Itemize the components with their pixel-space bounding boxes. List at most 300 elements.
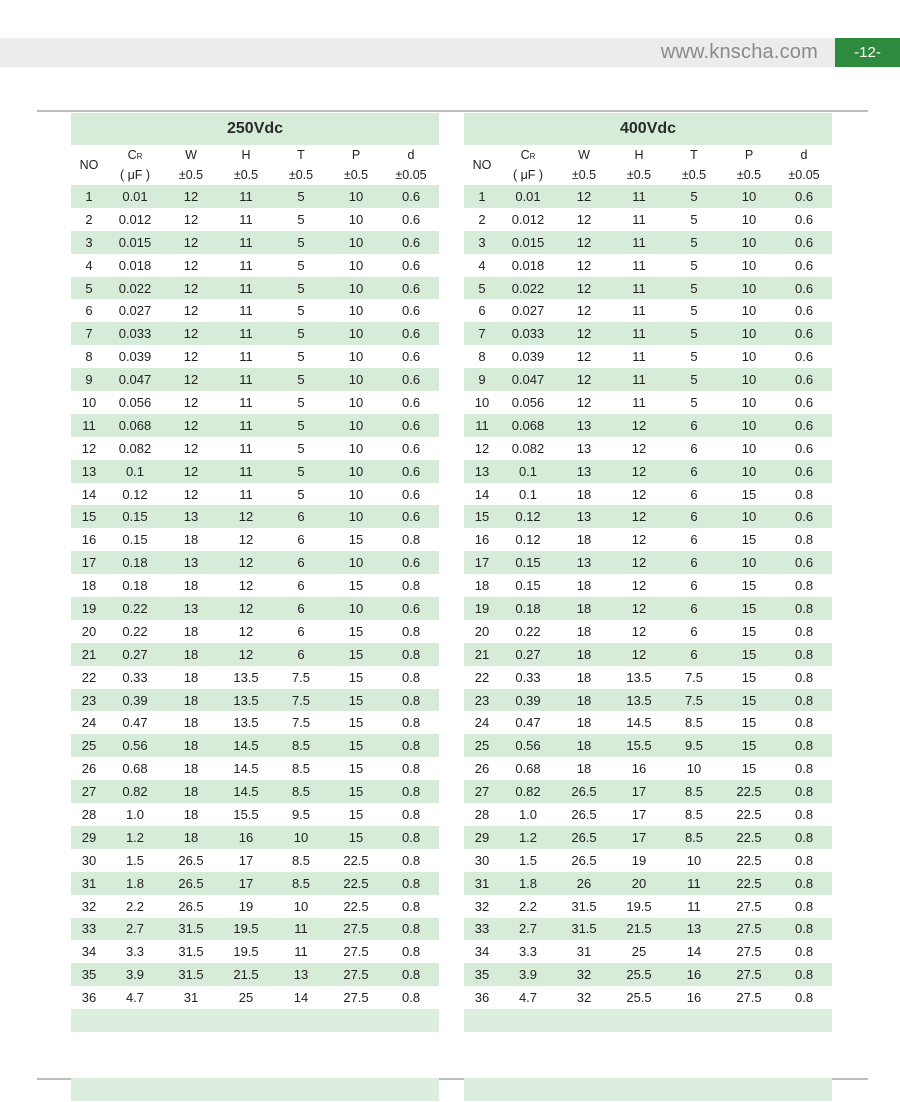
cell-p: 10	[722, 231, 776, 254]
cell-no: 14	[474, 486, 490, 502]
table-row	[464, 849, 832, 872]
cell-h: 16	[219, 826, 273, 849]
cell-d: 0.6	[383, 185, 439, 208]
cell-h: 12	[612, 597, 666, 620]
capacitance-subscript: R	[529, 152, 536, 161]
cell-h: 19	[238, 898, 254, 914]
cell-no: 32	[81, 898, 97, 914]
cell-no: 28	[81, 806, 97, 822]
cell-d: 0.8	[794, 578, 814, 594]
cell-h: 11	[632, 394, 646, 410]
cell-no: 9	[464, 368, 500, 391]
table-row	[464, 986, 832, 1009]
cell-cr: 3.9	[107, 963, 163, 986]
cell-p: 15	[348, 669, 364, 685]
table-row	[71, 208, 439, 231]
cell-h: 11	[612, 368, 666, 391]
cell-cr: 0.18	[107, 551, 163, 574]
cell-h: 12	[238, 532, 254, 548]
cell-no: 11	[71, 414, 107, 437]
cell-cr: 0.033	[107, 322, 163, 345]
cell-d: 0.6	[794, 394, 814, 410]
column-tolerance-d: ±0.05	[395, 168, 427, 182]
cell-p: 10	[348, 303, 364, 319]
cell-w: 12	[183, 486, 199, 502]
cell-cr: 0.82	[107, 780, 163, 803]
cell-h: 11	[632, 257, 646, 273]
column-header-h: H	[634, 148, 644, 162]
column-tolerance-h: ±0.5	[626, 168, 652, 182]
empty-row	[464, 1032, 832, 1055]
empty-row	[71, 1078, 439, 1101]
cell-p: 10	[329, 185, 383, 208]
table-row	[464, 757, 832, 780]
column-header-d: d	[407, 148, 415, 162]
cell-cr: 0.027	[511, 303, 545, 319]
table-row	[464, 208, 832, 231]
cell-t: 5	[690, 257, 698, 273]
cell-d: 0.6	[776, 277, 832, 300]
cell-h: 14.5	[233, 761, 259, 777]
cell-t: 8.5	[273, 872, 329, 895]
cell-d: 0.8	[776, 597, 832, 620]
cell-w: 18	[183, 578, 199, 594]
cell-h: 21.5	[219, 963, 273, 986]
table-row	[71, 322, 439, 345]
column-header-no: NO	[79, 158, 99, 172]
cell-h: 12	[612, 551, 666, 574]
cell-h: 14.5	[219, 734, 273, 757]
cell-w: 18	[576, 669, 592, 685]
table-row	[464, 620, 832, 643]
cell-no: 36	[81, 990, 97, 1006]
cell-d: 0.8	[383, 734, 439, 757]
cell-d: 0.6	[776, 185, 832, 208]
cell-p: 10	[741, 440, 757, 456]
column-header-t: T	[297, 148, 305, 162]
cell-no: 36	[474, 990, 490, 1006]
cell-w: 18	[556, 643, 612, 666]
cell-w: 18	[576, 715, 592, 731]
table-row	[71, 391, 439, 414]
cell-p: 15	[741, 669, 757, 685]
column-header-p: P	[351, 148, 361, 162]
cell-d: 0.6	[401, 440, 421, 456]
cell-p: 22.5	[736, 806, 762, 822]
cell-d: 0.6	[401, 486, 421, 502]
cell-no: 12	[81, 440, 97, 456]
cell-h: 17	[238, 852, 254, 868]
cell-h: 17	[631, 806, 647, 822]
cell-t: 5	[273, 322, 329, 345]
cell-t: 8.5	[291, 852, 311, 868]
cell-p: 27.5	[343, 990, 369, 1006]
cell-p: 10	[329, 322, 383, 345]
cell-cr: 0.22	[107, 597, 163, 620]
cell-p: 15	[348, 806, 364, 822]
cell-p: 10	[722, 460, 776, 483]
empty-row	[464, 1009, 832, 1032]
cell-d: 0.6	[794, 257, 814, 273]
cell-p: 15	[741, 715, 757, 731]
cell-no: 34	[81, 944, 97, 960]
cell-w: 26.5	[556, 826, 612, 849]
table-row	[464, 711, 832, 734]
cell-w: 12	[163, 322, 219, 345]
cell-t: 5	[666, 231, 722, 254]
table-row	[71, 666, 439, 689]
cell-d: 0.8	[794, 761, 814, 777]
cell-p: 27.5	[736, 990, 762, 1006]
cell-d: 0.6	[383, 368, 439, 391]
cell-cr: 1.5	[125, 852, 145, 868]
cell-cr: 0.12	[515, 532, 541, 548]
cell-h: 11	[239, 257, 253, 273]
table-row	[464, 528, 832, 551]
cell-h: 20	[612, 872, 666, 895]
cell-no: 26	[474, 761, 490, 777]
cell-p: 10	[722, 322, 776, 345]
cell-p: 10	[348, 211, 364, 227]
cell-w: 18	[556, 734, 612, 757]
column-header-p: P	[744, 148, 754, 162]
cell-p: 10	[741, 303, 757, 319]
cell-p: 15	[329, 780, 383, 803]
cell-p: 22.5	[343, 898, 369, 914]
table-row	[464, 254, 832, 277]
table-row	[71, 254, 439, 277]
cell-p: 10	[329, 231, 383, 254]
cell-p: 10	[722, 505, 776, 528]
cell-no: 3	[464, 231, 500, 254]
cell-no: 20	[474, 623, 490, 639]
cell-t: 7.5	[291, 669, 311, 685]
column-header-d: d	[800, 148, 808, 162]
cell-no: 21	[464, 643, 500, 666]
cell-t: 9.5	[666, 734, 722, 757]
cell-t: 7.5	[273, 689, 329, 712]
cell-t: 6	[297, 578, 305, 594]
cell-d: 0.8	[794, 486, 814, 502]
table-row	[71, 780, 439, 803]
cell-cr: 1.2	[500, 826, 556, 849]
cell-p: 10	[348, 486, 364, 502]
table-row	[71, 345, 439, 368]
cell-t: 8.5	[291, 761, 311, 777]
cell-h: 13.5	[233, 715, 259, 731]
cell-h: 12	[631, 578, 647, 594]
cell-h: 11	[239, 394, 253, 410]
cell-d: 0.6	[794, 211, 814, 227]
table-row	[71, 460, 439, 483]
cell-no: 9	[71, 368, 107, 391]
cell-cr: 0.22	[122, 623, 148, 639]
cell-no: 34	[474, 944, 490, 960]
cell-cr: 0.039	[511, 349, 545, 365]
cell-d: 0.8	[794, 944, 814, 960]
cell-cr: 0.012	[511, 211, 545, 227]
cell-p: 27.5	[736, 898, 762, 914]
cell-no: 35	[71, 963, 107, 986]
cell-h: 11	[219, 460, 273, 483]
cell-t: 5	[297, 349, 305, 365]
capacitance-symbol: C	[127, 148, 137, 162]
cell-w: 12	[183, 257, 199, 273]
cell-d: 0.8	[401, 715, 421, 731]
cell-t: 5	[273, 368, 329, 391]
cell-t: 6	[666, 505, 722, 528]
cell-t: 6	[273, 597, 329, 620]
cell-d: 0.8	[383, 826, 439, 849]
cell-d: 0.8	[383, 689, 439, 712]
cell-cr: 0.18	[500, 597, 556, 620]
table-row	[71, 757, 439, 780]
cell-cr: 1.5	[518, 852, 538, 868]
cell-d: 0.8	[794, 990, 814, 1006]
cell-no: 1	[464, 185, 500, 208]
cell-p: 22.5	[329, 872, 383, 895]
cell-w: 12	[163, 414, 219, 437]
table-row	[464, 574, 832, 597]
cell-cr: 0.018	[118, 257, 152, 273]
cell-cr: 1.0	[518, 806, 538, 822]
cell-w: 18	[556, 597, 612, 620]
cell-no: 4	[478, 257, 486, 273]
cell-h: 11	[612, 277, 666, 300]
table-row	[71, 299, 439, 322]
cell-t: 5	[297, 303, 305, 319]
cell-d: 0.8	[383, 918, 439, 941]
cell-t: 8.5	[666, 826, 722, 849]
cell-w: 31.5	[178, 944, 204, 960]
cell-no: 25	[464, 734, 500, 757]
cell-d: 0.8	[794, 806, 814, 822]
cell-d: 0.8	[401, 669, 421, 685]
cell-p: 10	[741, 349, 757, 365]
cell-d: 0.8	[776, 643, 832, 666]
column-tolerance-p: ±0.5	[343, 168, 369, 182]
column-tolerance-t: ±0.5	[288, 168, 314, 182]
cell-h: 12	[219, 643, 273, 666]
cell-cr: 0.68	[515, 761, 541, 777]
cell-p: 27.5	[736, 944, 762, 960]
cell-w: 13	[556, 460, 612, 483]
cell-h: 11	[219, 231, 273, 254]
cell-cr: 0.27	[500, 643, 556, 666]
cell-w: 18	[576, 761, 592, 777]
cell-w: 18	[576, 623, 592, 639]
cell-no: 13	[71, 460, 107, 483]
cell-w: 13	[556, 551, 612, 574]
column-tolerance-t: ±0.5	[681, 168, 707, 182]
cell-no: 26	[81, 761, 97, 777]
cell-t: 6	[690, 532, 698, 548]
table-row	[71, 185, 439, 208]
cell-no: 6	[478, 303, 486, 319]
empty-row	[71, 1009, 439, 1032]
cell-h: 14.5	[626, 715, 652, 731]
cell-no: 25	[71, 734, 107, 757]
cell-w: 26.5	[178, 852, 204, 868]
cell-t: 9.5	[291, 806, 311, 822]
cell-w: 31.5	[556, 918, 612, 941]
empty-row	[464, 1078, 832, 1101]
cell-t: 11	[687, 898, 701, 914]
cell-no: 20	[81, 623, 97, 639]
cell-h: 16	[631, 761, 647, 777]
cell-w: 12	[163, 460, 219, 483]
column-unit-capacitance: ( μF )	[512, 168, 544, 182]
cell-no: 8	[478, 349, 486, 365]
cell-w: 13	[163, 597, 219, 620]
cell-p: 15	[348, 715, 364, 731]
table-row	[71, 986, 439, 1009]
cell-p: 27.5	[722, 963, 776, 986]
cell-no: 32	[474, 898, 490, 914]
cell-p: 10	[722, 185, 776, 208]
cell-h: 12	[219, 551, 273, 574]
cell-p: 15	[741, 761, 757, 777]
column-header-h: H	[241, 148, 251, 162]
cell-w: 12	[163, 277, 219, 300]
cell-w: 12	[556, 231, 612, 254]
cell-d: 0.6	[383, 551, 439, 574]
cell-d: 0.8	[794, 623, 814, 639]
table-row	[464, 437, 832, 460]
cell-t: 7.5	[291, 715, 311, 731]
cell-d: 0.8	[383, 780, 439, 803]
cell-p: 22.5	[722, 872, 776, 895]
cell-p: 15	[329, 689, 383, 712]
table-row	[71, 895, 439, 918]
cell-w: 26.5	[556, 780, 612, 803]
cell-no: 23	[464, 689, 500, 712]
cell-p: 10	[329, 460, 383, 483]
cell-t: 5	[666, 368, 722, 391]
cell-h: 11	[239, 211, 253, 227]
cell-h: 19.5	[219, 918, 273, 941]
cell-cr: 0.56	[107, 734, 163, 757]
cell-t: 8.5	[666, 780, 722, 803]
cell-h: 15.5	[233, 806, 259, 822]
capacitance-symbol: C	[520, 148, 530, 162]
cell-h: 11	[632, 303, 646, 319]
cell-w: 18	[183, 623, 199, 639]
column-header-capacitance	[107, 145, 163, 165]
column-header-capacitance	[500, 145, 556, 165]
cell-cr: 3.3	[518, 944, 538, 960]
cell-no: 16	[474, 532, 490, 548]
cell-cr: 1.0	[125, 806, 145, 822]
cell-d: 0.8	[401, 623, 421, 639]
cell-h: 12	[631, 532, 647, 548]
cell-p: 15	[722, 643, 776, 666]
cell-t: 14	[293, 990, 309, 1006]
cell-cr: 0.82	[500, 780, 556, 803]
top-divider	[37, 110, 868, 112]
cell-w: 32	[556, 963, 612, 986]
cell-h: 12	[238, 623, 254, 639]
cell-cr: 0.012	[118, 211, 152, 227]
cell-w: 18	[163, 734, 219, 757]
cell-d: 0.8	[383, 963, 439, 986]
cell-p: 15	[722, 689, 776, 712]
cell-t: 6	[690, 578, 698, 594]
cell-t: 16	[686, 990, 702, 1006]
cell-w: 13	[556, 505, 612, 528]
spec-table-400vdc	[464, 113, 832, 1101]
table-row	[464, 940, 832, 963]
cell-no: 16	[81, 532, 97, 548]
cell-w: 18	[183, 761, 199, 777]
cell-t: 11	[273, 918, 329, 941]
cell-cr: 0.1	[500, 460, 556, 483]
cell-d: 0.6	[776, 460, 832, 483]
cell-cr: 0.47	[122, 715, 148, 731]
cell-cr: 0.33	[122, 669, 148, 685]
cell-cr: 0.068	[107, 414, 163, 437]
table-row	[464, 803, 832, 826]
table-row	[71, 689, 439, 712]
cell-w: 18	[183, 715, 199, 731]
cell-no: 33	[71, 918, 107, 941]
table-row	[464, 918, 832, 941]
table-row	[71, 620, 439, 643]
cell-t: 14	[686, 944, 702, 960]
table-row	[464, 391, 832, 414]
table-row	[71, 918, 439, 941]
cell-cr: 0.022	[107, 277, 163, 300]
cell-p: 22.5	[343, 852, 369, 868]
table-row	[71, 826, 439, 849]
cell-d: 0.6	[383, 414, 439, 437]
table-row	[71, 437, 439, 460]
cell-no: 11	[464, 414, 500, 437]
cell-w: 18	[163, 780, 219, 803]
table-row	[464, 826, 832, 849]
cell-t: 10	[686, 852, 702, 868]
cell-no: 30	[81, 852, 97, 868]
cell-d: 0.6	[383, 597, 439, 620]
cell-w: 31	[183, 990, 199, 1006]
cell-t: 5	[666, 277, 722, 300]
cell-h: 12	[631, 486, 647, 502]
cell-h: 19.5	[626, 898, 652, 914]
cell-w: 18	[576, 578, 592, 594]
cell-w: 12	[163, 231, 219, 254]
cell-p: 10	[329, 277, 383, 300]
cell-w: 12	[576, 394, 592, 410]
cell-d: 0.6	[383, 277, 439, 300]
cell-t: 8.5	[684, 715, 704, 731]
cell-t: 5	[297, 257, 305, 273]
cell-cr: 0.022	[500, 277, 556, 300]
table-title: 400Vdc	[464, 113, 832, 145]
cell-no: 19	[71, 597, 107, 620]
cell-t: 5	[666, 185, 722, 208]
cell-h: 25	[238, 990, 254, 1006]
cell-p: 15	[329, 826, 383, 849]
cell-p: 15	[348, 532, 364, 548]
table-row	[71, 849, 439, 872]
cell-p: 27.5	[722, 918, 776, 941]
cell-no: 27	[71, 780, 107, 803]
cell-p: 10	[722, 551, 776, 574]
cell-d: 0.8	[401, 944, 421, 960]
cell-t: 5	[273, 460, 329, 483]
cell-w: 31.5	[163, 918, 219, 941]
cell-h: 14.5	[219, 780, 273, 803]
